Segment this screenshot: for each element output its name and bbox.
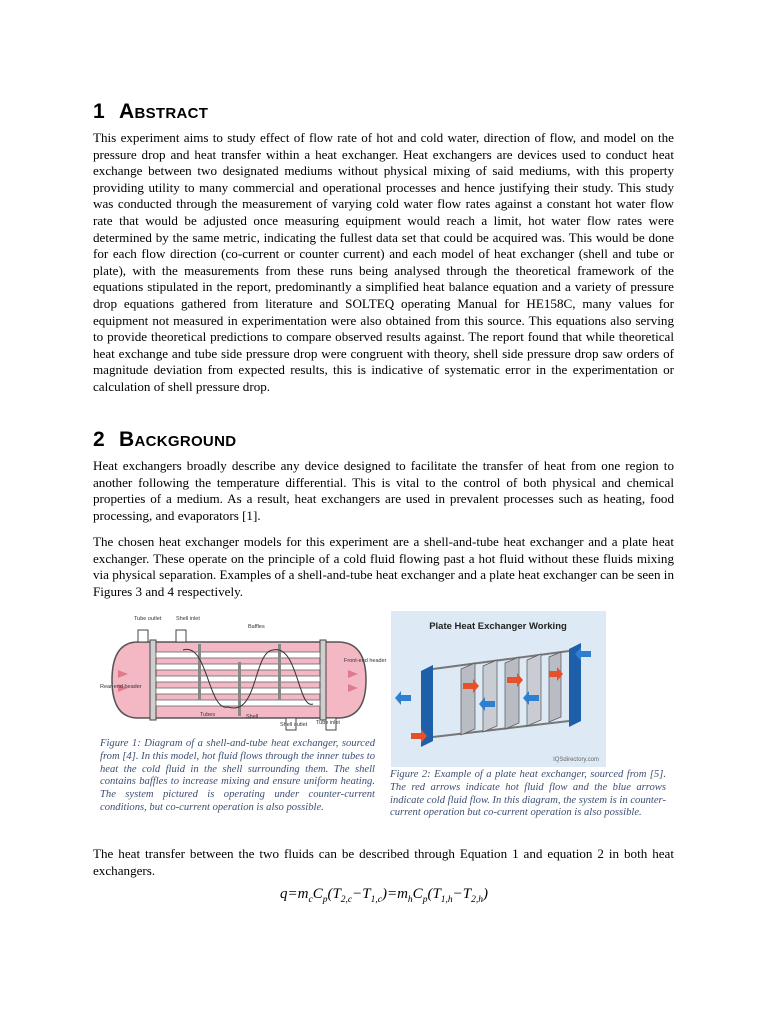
label-tubes: Tubes (200, 712, 216, 718)
eq-cp: C (312, 886, 323, 902)
tube-sheet-left (150, 640, 156, 720)
label-shell: Shell (246, 714, 259, 720)
label-baffles: Baffles (248, 624, 265, 630)
eq-cp-2-sub: p (422, 895, 428, 905)
eq-t1c: T (362, 886, 371, 902)
tube-sheet-right (320, 640, 326, 720)
eq-cp-2: C (412, 886, 423, 902)
label-rear-end-header: Rear-end header (100, 684, 142, 690)
abstract-heading (93, 100, 208, 124)
abstract-number: 1 (93, 100, 105, 123)
eq-t1c-sub: 1,c (370, 895, 382, 905)
eq-t2c-sub: 2,c (340, 895, 353, 905)
eq-t1h: T (432, 886, 441, 902)
shell-and-tube-illustration (98, 612, 387, 736)
label-tube-outlet: Tube outlet (134, 616, 162, 622)
background-paragraph-2: The chosen heat exchanger models for this experiment are a shell-and-tube heat exchanger and a plate heat exchanger. These operate on the principle of a cold fluid flowing past a hot fluid without these fluids mixing via physical separation. Examples of a shell-and-tube heat exchanger and a plate heat exchanger can be seen in Figures 3 and 4 respectively. (93, 534, 674, 599)
background-number: 2 (93, 428, 105, 451)
background-title: Background (119, 428, 237, 451)
eq-t1h-sub: 1,h (440, 895, 453, 905)
eq-mh-sub: h (407, 895, 413, 905)
eq-cp-sub: p (322, 895, 328, 905)
plate-exchanger-illustration (391, 611, 606, 767)
abstract-title: Abstract (119, 100, 209, 123)
eq-mh: m (397, 886, 408, 902)
label-tube-inlet: Tube inlet (316, 720, 340, 726)
figure-2-watermark: IQSdirectory.com (553, 757, 599, 763)
label-shell-outlet: Shell outlet (280, 722, 308, 728)
background-paragraph-3: The heat transfer between the two fluids can be described through Equation 1 and equation 2 in both heat exchangers. (93, 846, 674, 878)
eq-m-sub-c: c (308, 895, 313, 905)
eq-q: q (280, 886, 288, 902)
background-paragraph-1: Heat exchangers broadly describe any device designed to facilitate the transfer of heat from one region to another following the temperature differential. This is vital to the control of both physical and chemical properties of a medium. As a result, heat exchangers are used in prevalent processes such as heating, food processing, and evaporators [1]. (93, 458, 674, 523)
figure-1-shell-and-tube-diagram (98, 612, 387, 736)
abstract-text: This experiment aims to study effect of flow rate of hot and cold water, direction of flow, and model on the pressure drop and heat transfer within a heat exchanger. Heat exchangers are devices used to conduct heat exchange between two designated mediums without physical mixing of said mediums, with this property providing utility to many commercial and operational processes and hence justifying their study. This study was conducted through the measurement of varying cold water flow rates against a constant hot water flow rate that would be adjusted once measuring equipment would reach a limit, hot water flow rates were determined by the same metric, indicating the fullest data set that could be acquired was. This would be done for each flow direction (co-current or counter current) and each model of heat exchanger (shell and tube or plate), with the measurements from these runs being analysed through the theoretical framework of the equations stipulated in the report, predominantly a simplified heat balance equation and a variety of pressure drop equations gathered from literature and SOLTEQ operating Manual for HE158C, many values for equipment not measured in experimentation were also obtained from this source. This equations also serving to provide theoretical predictions to compare observed results against. The report found that while theoretical heat exchange and tube side pressure drop were congruent with theory, shell side pressure drop saw orders of magnitude deviation from expected results, this is indicative of systematic error in the experimentation or calculation of shell pressure drop. (93, 130, 674, 394)
label-front-end-header: Front-end header (344, 658, 387, 664)
eq-t2c: T (332, 886, 341, 902)
figure-2-plate-heat-exchanger (391, 611, 606, 767)
eq-m: m (297, 886, 309, 902)
figure-1-caption: Figure 1: Diagram of a shell-and-tube heat exchanger, sourced from [4]. In this model, hot fluid flows through the inner tubes to heat the cold fluid in the shell surrounding them. The shell contains baffles to increase mixing and ensure uniform heating. The system pictured is operating under counter-current conditions, but co-current operation is also possible. (100, 738, 375, 813)
heat-balance-equation: $q=m_cC_p(T_{2,c}-T_{1,c})=m_hC_p(T_{1,h}-T_{2,h})$ (280, 886, 488, 905)
label-shell-inlet: Shell inlet (176, 616, 200, 622)
background-heading (93, 428, 236, 452)
figure-2-caption: Figure 2: Example of a plate heat exchanger, sourced from [5]. The red arrows indicate hot fluid flow and the blue arrows indicate cold fluid flow. In this diagram, the system is in counter-current operation but co-current operation is also possible. (390, 769, 666, 819)
eq-t2h: T (462, 886, 472, 902)
figure-2-title: Plate Heat Exchanger Working (429, 621, 567, 632)
eq-t2h-sub: 2,h (471, 895, 483, 905)
